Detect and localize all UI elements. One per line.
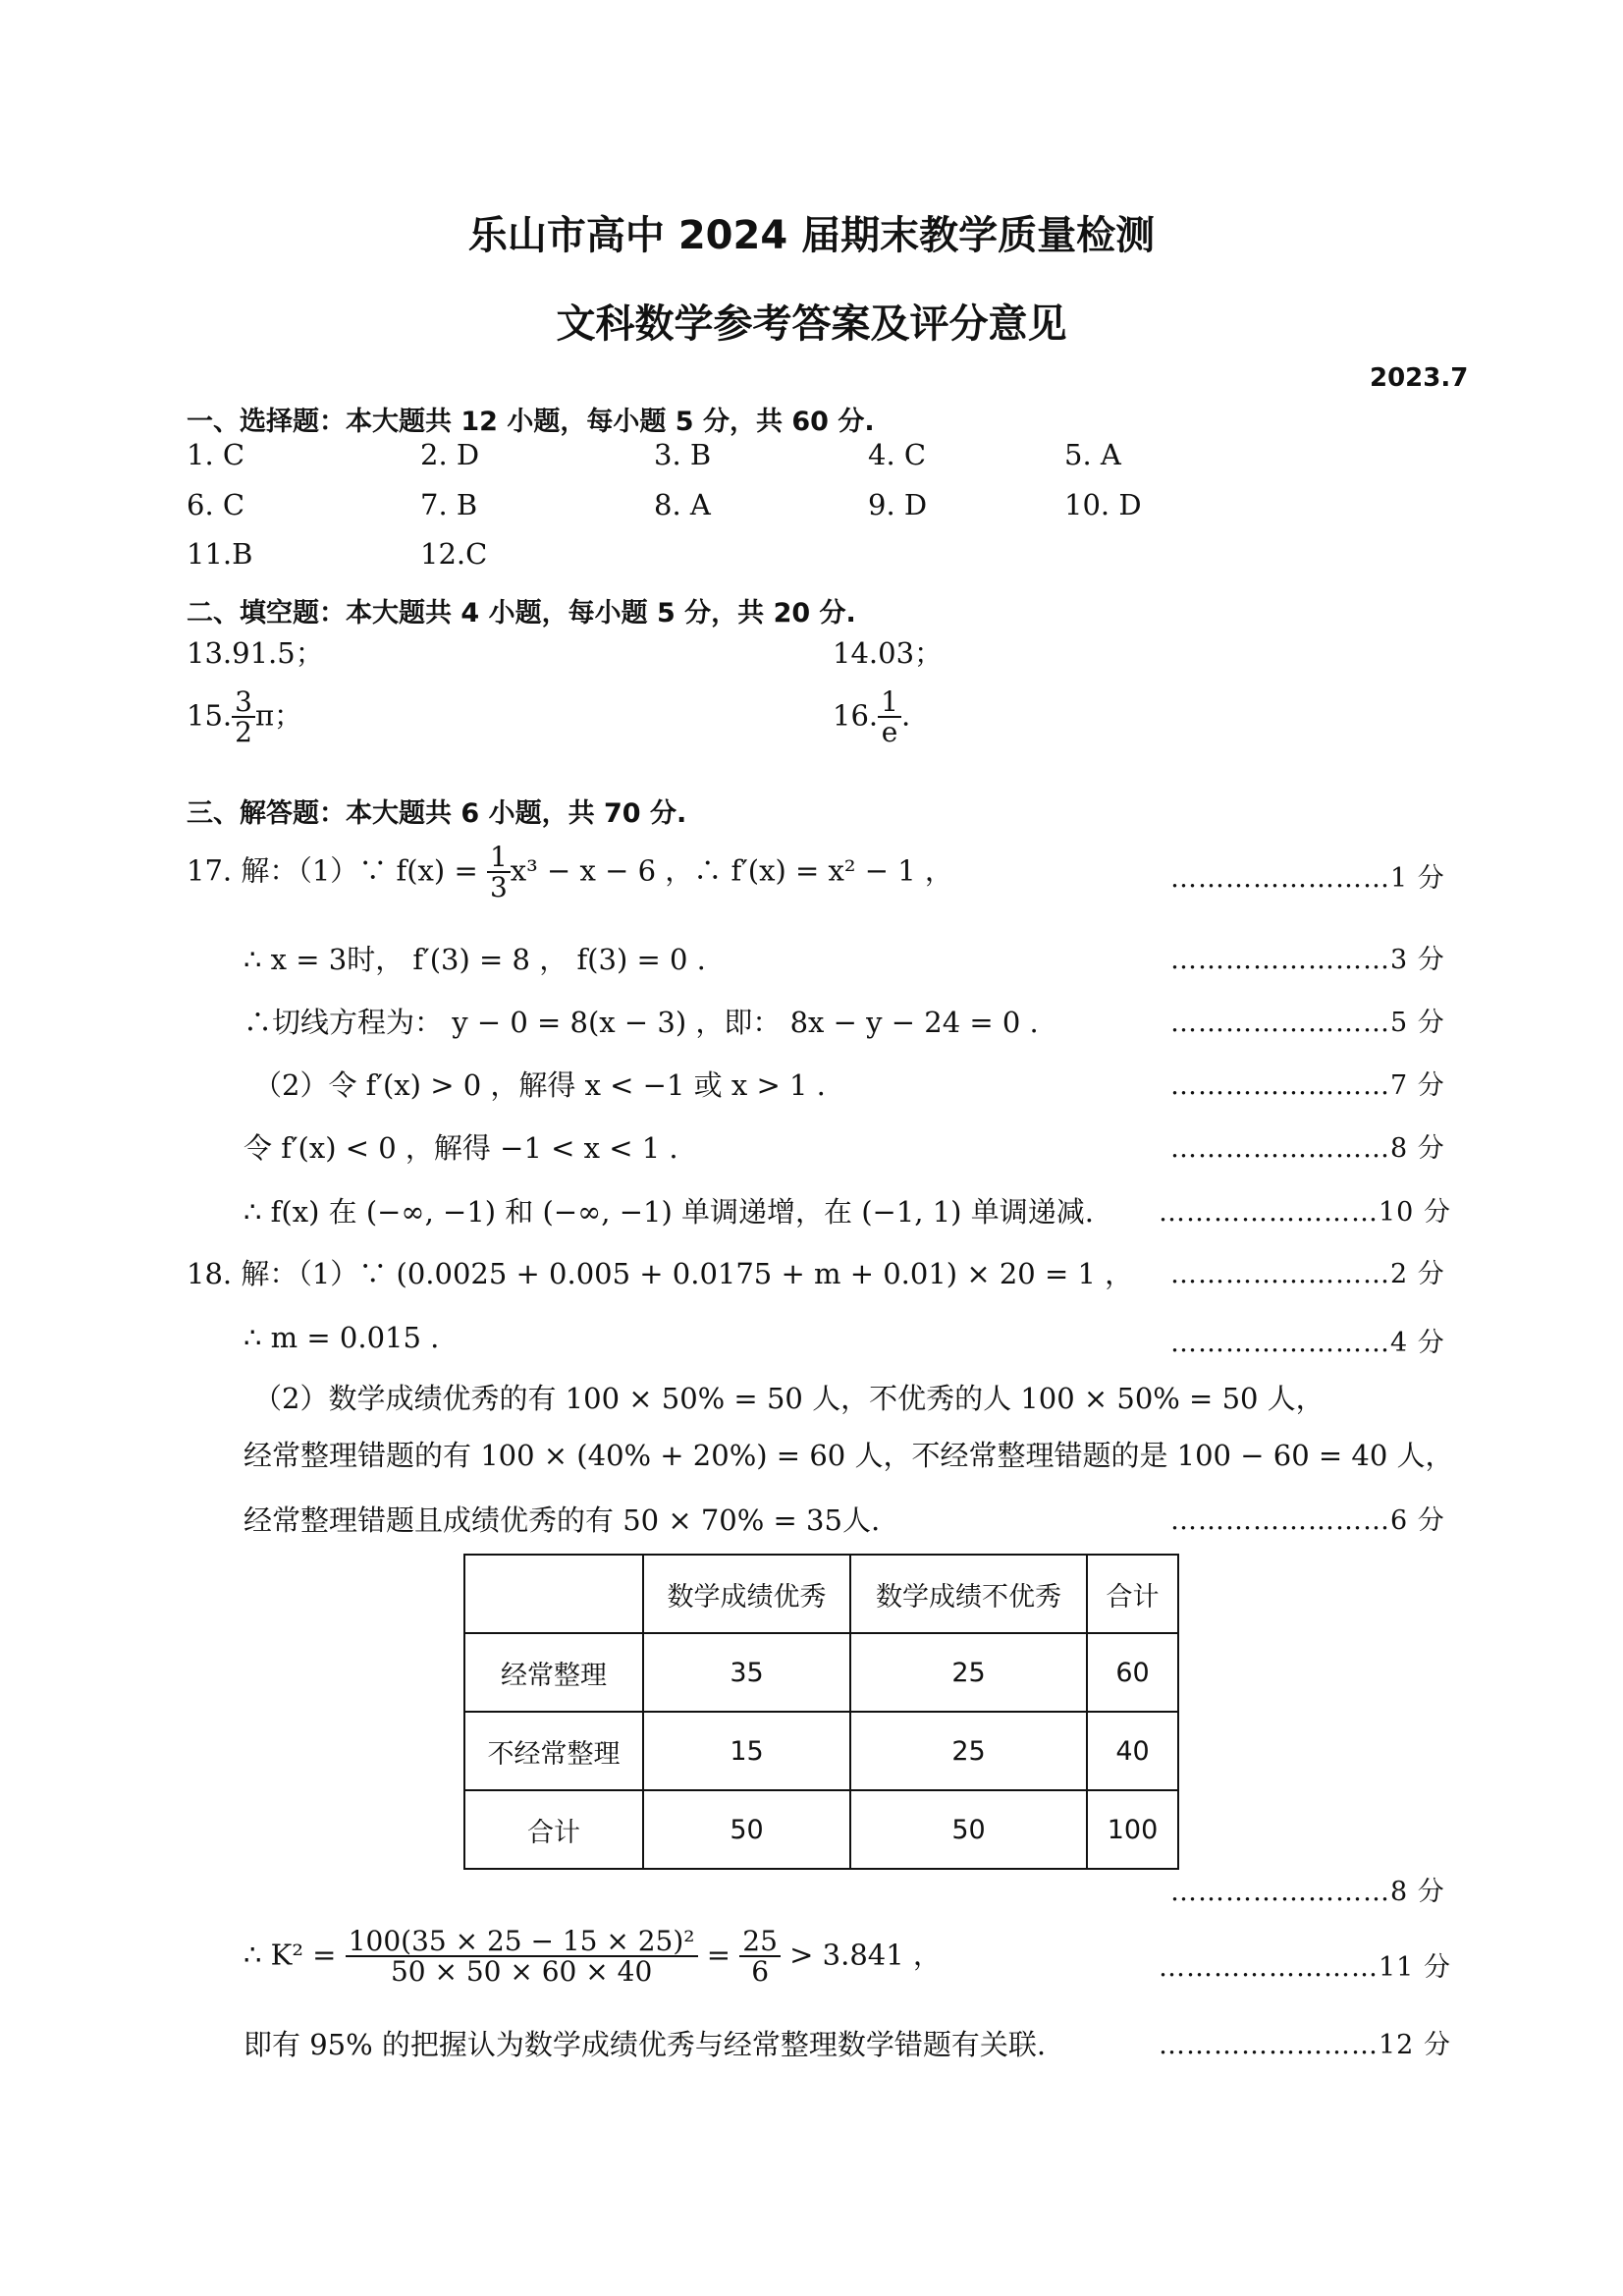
answer-15-label: 15. [187,698,233,733]
q17-line-1 [187,843,953,902]
score-marker: ……………………4 分 [1170,1328,1445,1358]
fraction-denominator: 3 [489,871,508,904]
answer-6: 6. C [187,488,245,521]
table-cell: 合计 [464,1790,643,1869]
q17-line-1-pre: 17. 解：（1）∵ f(x) = [187,853,487,888]
q18-line-4: 经常整理错题的有 100 × (40% + 20%) = 60 人，不经常整理错题的是 100 − 60 = 40 人， [243,1439,1454,1472]
q17-line-6: ∴ f(x) 在 (−∞, −1) 和 (−∞, −1) 单调递增，在 (−1, 1) 单调递减. [243,1195,1094,1229]
answer-15-suffix: π； [254,698,303,733]
section-heading-fill: 二、填空题：本大题共 4 小题，每小题 5 分，共 20 分. [187,598,856,629]
table-cell: 40 [1087,1712,1178,1790]
answer-16-suffix: . [900,698,911,733]
answer-2: 2. D [420,438,480,471]
score-marker: ……………………11 分 [1159,1952,1451,1983]
fraction-denominator: e [881,716,898,749]
fraction-numerator: 3 [232,687,255,718]
fraction [232,687,255,747]
table-row [464,1633,1178,1712]
fraction-denominator: 6 [751,1955,770,1989]
table-cell: 25 [850,1633,1087,1712]
date-label: 2023.7 [1370,363,1469,393]
page-title: 乐山市高中 2024 届期末教学质量检测 [467,213,1156,258]
fraction-numerator: 100(35 × 25 − 15 × 25)² [346,1927,698,1957]
score-marker: ……………………12 分 [1159,2030,1451,2060]
fraction-numerator: 1 [487,843,511,873]
q18-line-1: 18. 解：（1）∵ (0.0025 + 0.005 + 0.0175 + m + 0.01) × 20 = 1 ， [187,1257,1134,1290]
fraction-numerator: 25 [739,1927,781,1957]
k2-equals: = [697,1938,740,1972]
fraction-denominator: 2 [235,716,252,749]
fraction [487,843,511,902]
table-cell: 50 [850,1790,1087,1869]
q17-line-3: ∴切线方程为： y − 0 = 8(x − 3) ，即： 8x − y − 24 = 0 . [243,1006,1039,1039]
table-cell: 60 [1087,1633,1178,1712]
fraction-numerator: 1 [878,687,901,718]
table-cell: 35 [643,1633,850,1712]
q17-line-4: （2）令 f′(x) > 0 ，解得 x < −1 或 x > 1 . [253,1068,826,1102]
answer-10: 10. D [1064,488,1142,521]
table-header-cell: 数学成绩优秀 [643,1555,850,1633]
q18-line-3: （2）数学成绩优秀的有 100 × 50% = 50 人，不优秀的人 100 × 50% = 50 人， [253,1382,1325,1415]
table-cell: 不经常整理 [464,1712,643,1790]
answer-5: 5. A [1064,438,1121,471]
k2-prefix: ∴ K² = [243,1938,346,1972]
table-cell: 经常整理 [464,1633,643,1712]
score-marker: ……………………5 分 [1170,1008,1445,1038]
score-marker: ……………………7 分 [1170,1070,1445,1101]
answer-14: 14.03； [833,636,944,670]
score-marker: ……………………1 分 [1170,863,1445,894]
answer-4: 4. C [868,438,927,471]
k2-suffix: > 3.841 ， [780,1938,942,1972]
q18-line-5: 经常整理错题且成绩优秀的有 50 × 70% = 35人. [243,1503,881,1537]
q18-line-2: ∴ m = 0.015 . [243,1321,440,1354]
answer-3: 3. B [654,438,712,471]
q17-line-2: ∴ x = 3时， f′(3) = 8 ， f(3) = 0 . [243,943,706,976]
fraction [346,1927,698,1987]
conclusion-line: 即有 95% 的把握认为数学成绩优秀与经常整理数学错题有关联. [243,2028,1047,2061]
table-header-cell: 数学成绩不优秀 [850,1555,1087,1633]
score-marker: ……………………8 分 [1170,1133,1445,1164]
table-row [464,1712,1178,1790]
section-heading-solve: 三、解答题：本大题共 6 小题，共 70 分. [187,798,687,829]
page-subtitle: 文科数学参考答案及评分意见 [556,301,1067,347]
answer-15 [187,687,302,747]
answer-11: 11.B [187,537,253,571]
table-cell: 100 [1087,1790,1178,1869]
contingency-table [463,1554,1179,1870]
score-marker: ……………………10 分 [1159,1197,1451,1228]
answer-9: 9. D [868,488,928,521]
table-row [464,1790,1178,1869]
answer-16-label: 16. [833,698,879,733]
table-header-cell [464,1555,643,1633]
answer-13: 13.91.5； [187,636,324,670]
answer-8: 8. A [654,488,711,521]
fraction-denominator: 50 × 50 × 60 × 40 [390,1955,653,1989]
fraction [878,687,901,747]
section-heading-choice: 一、选择题：本大题共 12 小题，每小题 5 分，共 60 分. [187,407,875,437]
score-marker: ……………………3 分 [1170,945,1445,975]
table-header-cell: 合计 [1087,1555,1178,1633]
k2-formula [243,1927,942,1987]
fraction [739,1927,781,1987]
table-cell: 50 [643,1790,850,1869]
score-marker: ……………………2 分 [1170,1259,1445,1289]
score-marker: ……………………6 分 [1170,1505,1445,1536]
answer-7: 7. B [420,488,478,521]
table-header-row [464,1555,1178,1633]
answer-12: 12.C [420,537,488,571]
table-cell: 25 [850,1712,1087,1790]
table-cell: 15 [643,1712,850,1790]
q17-line-5: 令 f′(x) < 0 ，解得 −1 < x < 1 . [243,1131,678,1165]
answer-1: 1. C [187,438,245,471]
answer-16 [833,687,910,747]
q17-line-1-post: x³ − x − 6 ，∴ f′(x) = x² − 1 ， [510,853,953,888]
score-marker: ……………………8 分 [1170,1877,1445,1907]
